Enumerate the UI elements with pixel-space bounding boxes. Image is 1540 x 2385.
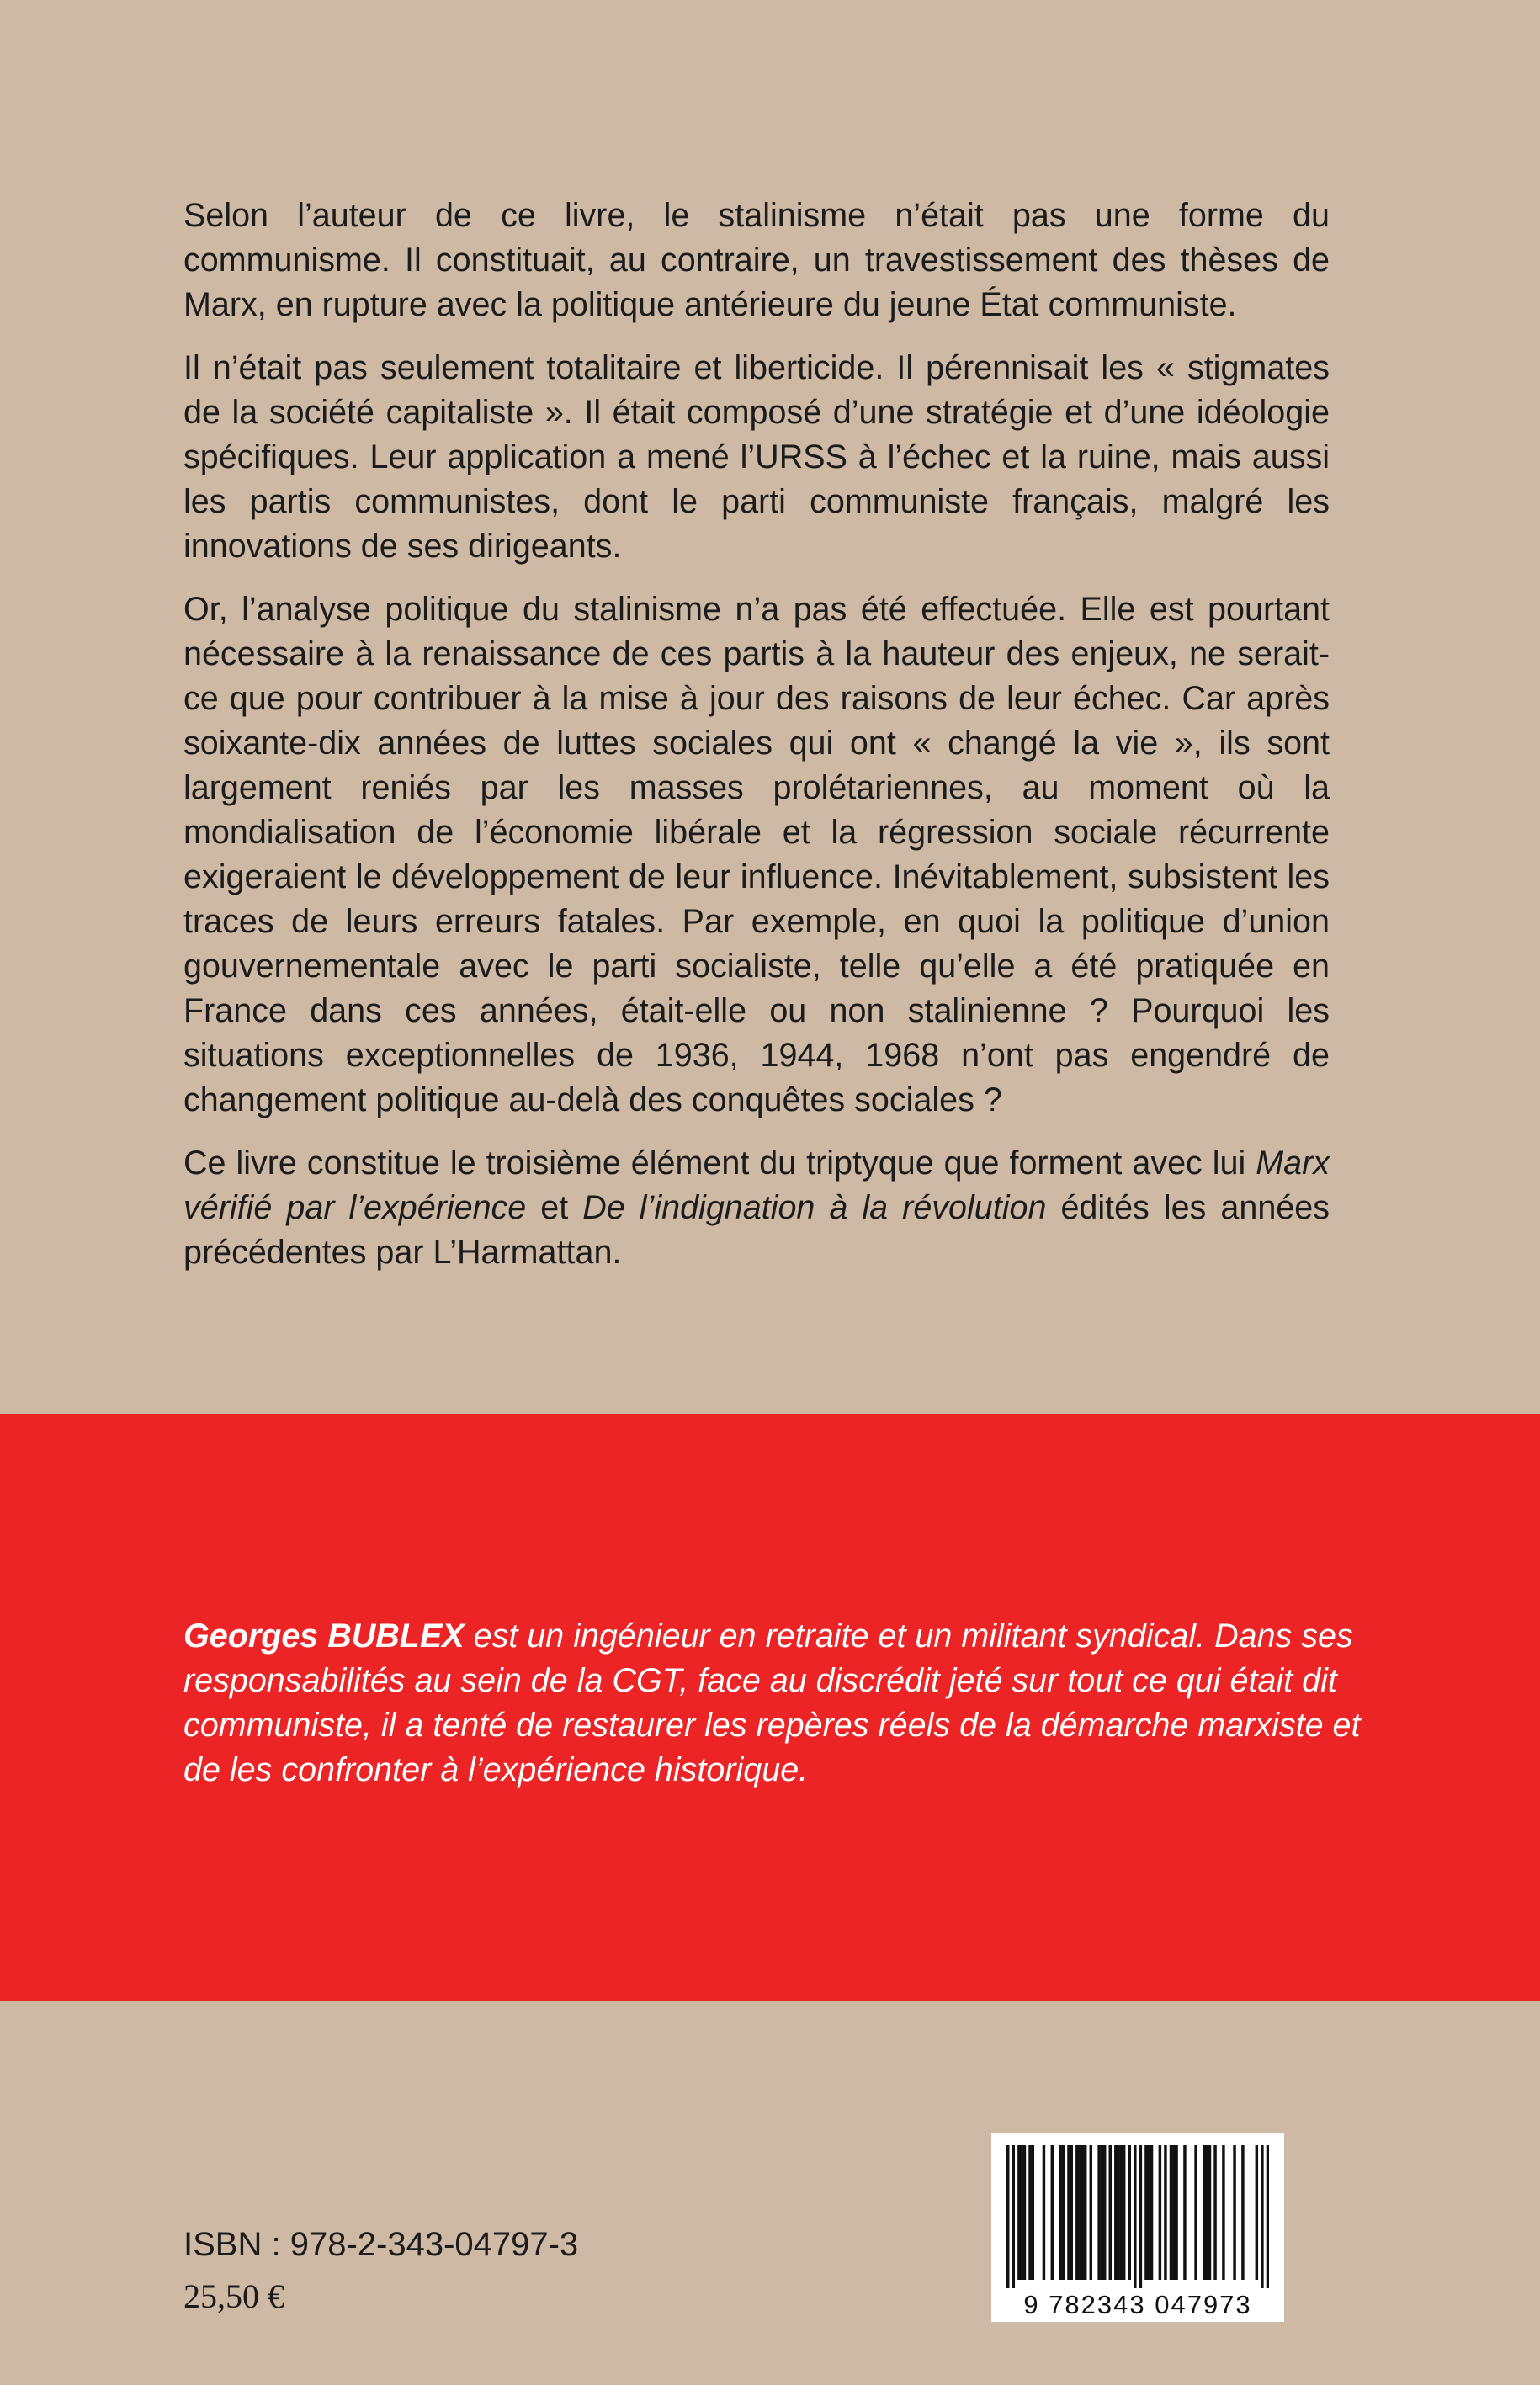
- barcode-bars: [1006, 2145, 1269, 2288]
- barcode-digits: 9 782343 047973: [1023, 2290, 1252, 2319]
- barcode-bar: [1020, 2145, 1022, 2280]
- author-bio: [183, 1614, 1378, 1793]
- blurb-paragraph-3: Or, l’analyse politique du stalinisme n’a pas été effectuée. Elle est pourtant nécessaire à la renaissance de ces partis à la hauteur des enjeux, ne serait-ce que pour contribuer à la mise à jour des raisons de leur échec. Car après soixante-dix années de luttes sociales qui ont « changé la vie », ils sont largement reniés par les masses prolétariennes, au moment où la mondialisation de l’économie libérale et la régression sociale récurrente exigeraient le développement de leur influence. Inévitablement, subsistent les traces de leurs erreurs fatales. Par exemple, en quoi la politique d’union gouvernementale avec le parti socialiste, telle qu’elle a été pratiquée en France dans ces années, était-elle ou non stalinienne ? Pourquoi les situations exceptionnelles de 1936, 1944, 1968 n’ont pas engendré de changement politique au-delà des conquêtes sociales ?: [183, 591, 1330, 1118]
- barcode-bar: [1043, 2145, 1045, 2280]
- author-band: [0, 1414, 1540, 2001]
- barcode-bar: [1123, 2145, 1125, 2280]
- barcode-bar: [1059, 2145, 1061, 2280]
- barcode-bar: [1117, 2145, 1119, 2280]
- blurb-paragraph-2: Il n’était pas seulement totalitaire et liberticide. Il pérennisait les « stigmates de la société capitaliste ». Il était composé d’une stratégie et d’une idéologie spécifiques. Leur application a mené l’URSS à l’échec et la ruine, mais aussi les partis communistes, dont le parti communiste français, malgré les innovations de ses dirigeants.: [183, 349, 1330, 565]
- barcode-bar: [1128, 2145, 1131, 2280]
- barcode-bar: [1208, 2145, 1211, 2280]
- barcode-bar: [1114, 2145, 1117, 2280]
- barcode-bar: [1090, 2145, 1092, 2280]
- barcode-bar: [1028, 2145, 1031, 2280]
- barcode-bar: [1134, 2145, 1136, 2288]
- barcode-bar: [1075, 2145, 1078, 2280]
- barcode-bar: [1103, 2145, 1106, 2280]
- barcode-bar: [1159, 2145, 1161, 2280]
- barcode-bar: [1084, 2145, 1086, 2280]
- barcode-bar: [1144, 2145, 1147, 2280]
- blurb-p4-text-c: édités les années précédentes par L’Harmattan.: [183, 1189, 1330, 1271]
- barcode-bar: [1267, 2145, 1269, 2288]
- author-name: Georges BUBLEX: [183, 1617, 465, 1655]
- blurb-p4-text-a: Ce livre constitue le troisième élément du triptyque que forment avec lui: [183, 1145, 1256, 1182]
- barcode-bar: [1017, 2145, 1020, 2280]
- barcode-bar: [1051, 2145, 1054, 2280]
- barcode: [991, 2133, 1284, 2322]
- book-title-indignation: De l’indignation à la révolution: [582, 1189, 1047, 1226]
- barcode-bar: [1023, 2145, 1026, 2280]
- blurb-paragraph-1: Selon l’auteur de ce livre, le stalinisme n’était pas une forme du communisme. Il constituait, au contraire, un travestissement des thèses de Marx, en rupture avec la politique antérieure du jeune État communiste.: [183, 197, 1330, 323]
- barcode-bar: [1097, 2145, 1100, 2280]
- barcode-bar: [1150, 2145, 1153, 2280]
- barcode-bar: [1147, 2145, 1150, 2280]
- barcode-bar: [1172, 2145, 1175, 2280]
- barcode-bar: [1205, 2145, 1208, 2280]
- barcode-bar: [1081, 2145, 1084, 2280]
- book-title-marx: Marx vérifié par l’expérience: [183, 1145, 1330, 1226]
- barcode-bar: [1170, 2145, 1172, 2280]
- barcode-bar: [1012, 2145, 1015, 2288]
- barcode-bar: [1139, 2145, 1142, 2288]
- barcode-bar: [1222, 2145, 1224, 2280]
- back-cover-blurb: [183, 194, 1330, 1293]
- barcode-bar: [1164, 2145, 1166, 2280]
- barcode-bar: [1078, 2145, 1081, 2280]
- barcode-bar: [1203, 2145, 1205, 2280]
- blurb-paragraph-4: [183, 1141, 1330, 1275]
- barcode-bar: [1109, 2145, 1112, 2280]
- barcode-bar: [1194, 2145, 1197, 2280]
- barcode-bar: [1175, 2145, 1177, 2280]
- barcode-bar: [1213, 2145, 1216, 2280]
- barcode-bar: [1067, 2145, 1070, 2280]
- barcode-bar: [1233, 2145, 1235, 2280]
- barcode-bar: [1032, 2145, 1034, 2280]
- barcode-bar: [1101, 2145, 1103, 2280]
- author-bio-text: est un ingénieur en retraite et un militant syndical. Dans ses responsabilités au sein de la CGT, face au discrédit jeté sur tout ce qui était dit communiste, il a tenté de restaurer les repères réels de la démarche marxiste et de les confronter à l’expérience historique.: [183, 1617, 1361, 1788]
- barcode-bar: [1062, 2145, 1065, 2280]
- barcode-bar: [1006, 2145, 1009, 2288]
- isbn-label: ISBN : 978-2-343-04797-3: [183, 2226, 579, 2263]
- barcode-bar: [1256, 2145, 1258, 2280]
- price-label: 25,50 €: [183, 2277, 284, 2315]
- blurb-p4-text-b: et: [526, 1189, 583, 1226]
- barcode-bar: [1261, 2145, 1263, 2288]
- barcode-bar: [1241, 2145, 1244, 2280]
- barcode-bar: [1070, 2145, 1073, 2280]
- barcode-bar: [1183, 2145, 1186, 2280]
- barcode-bar: [1120, 2145, 1123, 2280]
